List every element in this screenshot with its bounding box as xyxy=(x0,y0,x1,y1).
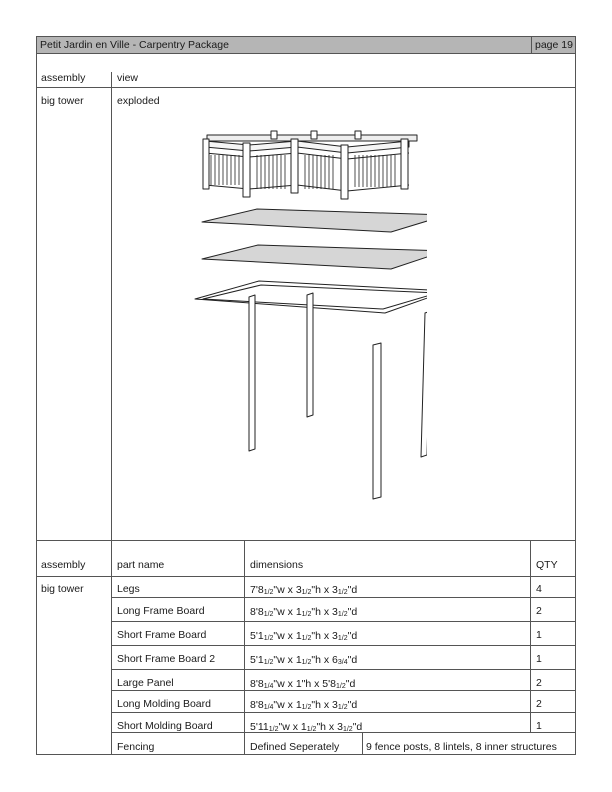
fencing-part-name: Fencing xyxy=(117,741,155,753)
exploded-tower-drawing xyxy=(187,127,427,507)
view-heading: view xyxy=(117,72,139,84)
divider xyxy=(244,540,245,754)
divider xyxy=(530,540,531,732)
part-name: Long Molding Board xyxy=(117,698,211,710)
part-qty: 1 xyxy=(536,653,542,665)
dimensions-column-heading: dimensions xyxy=(250,559,304,571)
part-name: Short Molding Board xyxy=(117,720,213,732)
part-name: Long Frame Board xyxy=(117,605,205,617)
legs xyxy=(249,293,427,499)
qty-column-heading: QTY xyxy=(536,559,558,571)
fence-front xyxy=(203,139,409,199)
fencing-dimensions: Defined Seperately xyxy=(250,741,340,753)
part-qty: 2 xyxy=(536,698,542,710)
divider xyxy=(531,37,532,53)
part-name-column-heading: part name xyxy=(117,559,165,571)
document-title: Petit Jardin en Ville - Carpentry Package xyxy=(40,39,229,51)
part-dimensions: 8'81/4"w x 11/2"h x 31/2"d xyxy=(250,699,358,711)
fence-back xyxy=(207,131,417,141)
assembly-heading: assembly xyxy=(41,72,86,84)
divider xyxy=(37,576,575,577)
part-dimensions: 5'11/2"w x 11/2"h x 63/4"d xyxy=(250,654,358,666)
part-dimensions: 8'81/4"w x 1"h x 5'81/2"d xyxy=(250,678,356,690)
part-name: Short Frame Board xyxy=(117,629,207,641)
part-qty: 1 xyxy=(536,629,542,641)
large-panel-top xyxy=(202,209,427,232)
divider xyxy=(37,87,575,88)
fencing-note: 9 fence posts, 8 lintels, 8 inner structures xyxy=(366,741,557,753)
part-dimensions: 8'81/2"w x 11/2"h x 31/2"d xyxy=(250,606,358,618)
part-dimensions: 5'11/2"w x 11/2"h x 31/2"d xyxy=(250,630,358,642)
part-qty: 1 xyxy=(536,720,542,732)
assembly-name: big tower xyxy=(41,95,84,107)
part-qty: 2 xyxy=(536,605,542,617)
part-qty: 4 xyxy=(536,583,542,595)
part-qty: 2 xyxy=(536,677,542,689)
divider xyxy=(111,621,575,622)
part-dimensions: 5'111/2"w x 11/2"h x 31/2"d xyxy=(250,721,363,733)
divider xyxy=(111,645,575,646)
view-name: exploded xyxy=(117,95,160,107)
part-name: Short Frame Board 2 xyxy=(117,653,216,665)
divider xyxy=(111,669,575,670)
part-name: Legs xyxy=(117,583,140,595)
parts-assembly-name: big tower xyxy=(41,583,84,595)
assembly-column-heading: assembly xyxy=(41,559,86,571)
divider xyxy=(37,540,575,541)
part-name: Large Panel xyxy=(117,677,174,689)
divider xyxy=(37,53,575,54)
page-number: page 19 xyxy=(535,39,573,51)
large-panel-bottom xyxy=(202,245,427,269)
divider xyxy=(111,72,112,754)
part-dimensions: 7'81/2"w x 31/2"h x 31/2"d xyxy=(250,584,358,596)
spec-sheet xyxy=(36,36,576,755)
